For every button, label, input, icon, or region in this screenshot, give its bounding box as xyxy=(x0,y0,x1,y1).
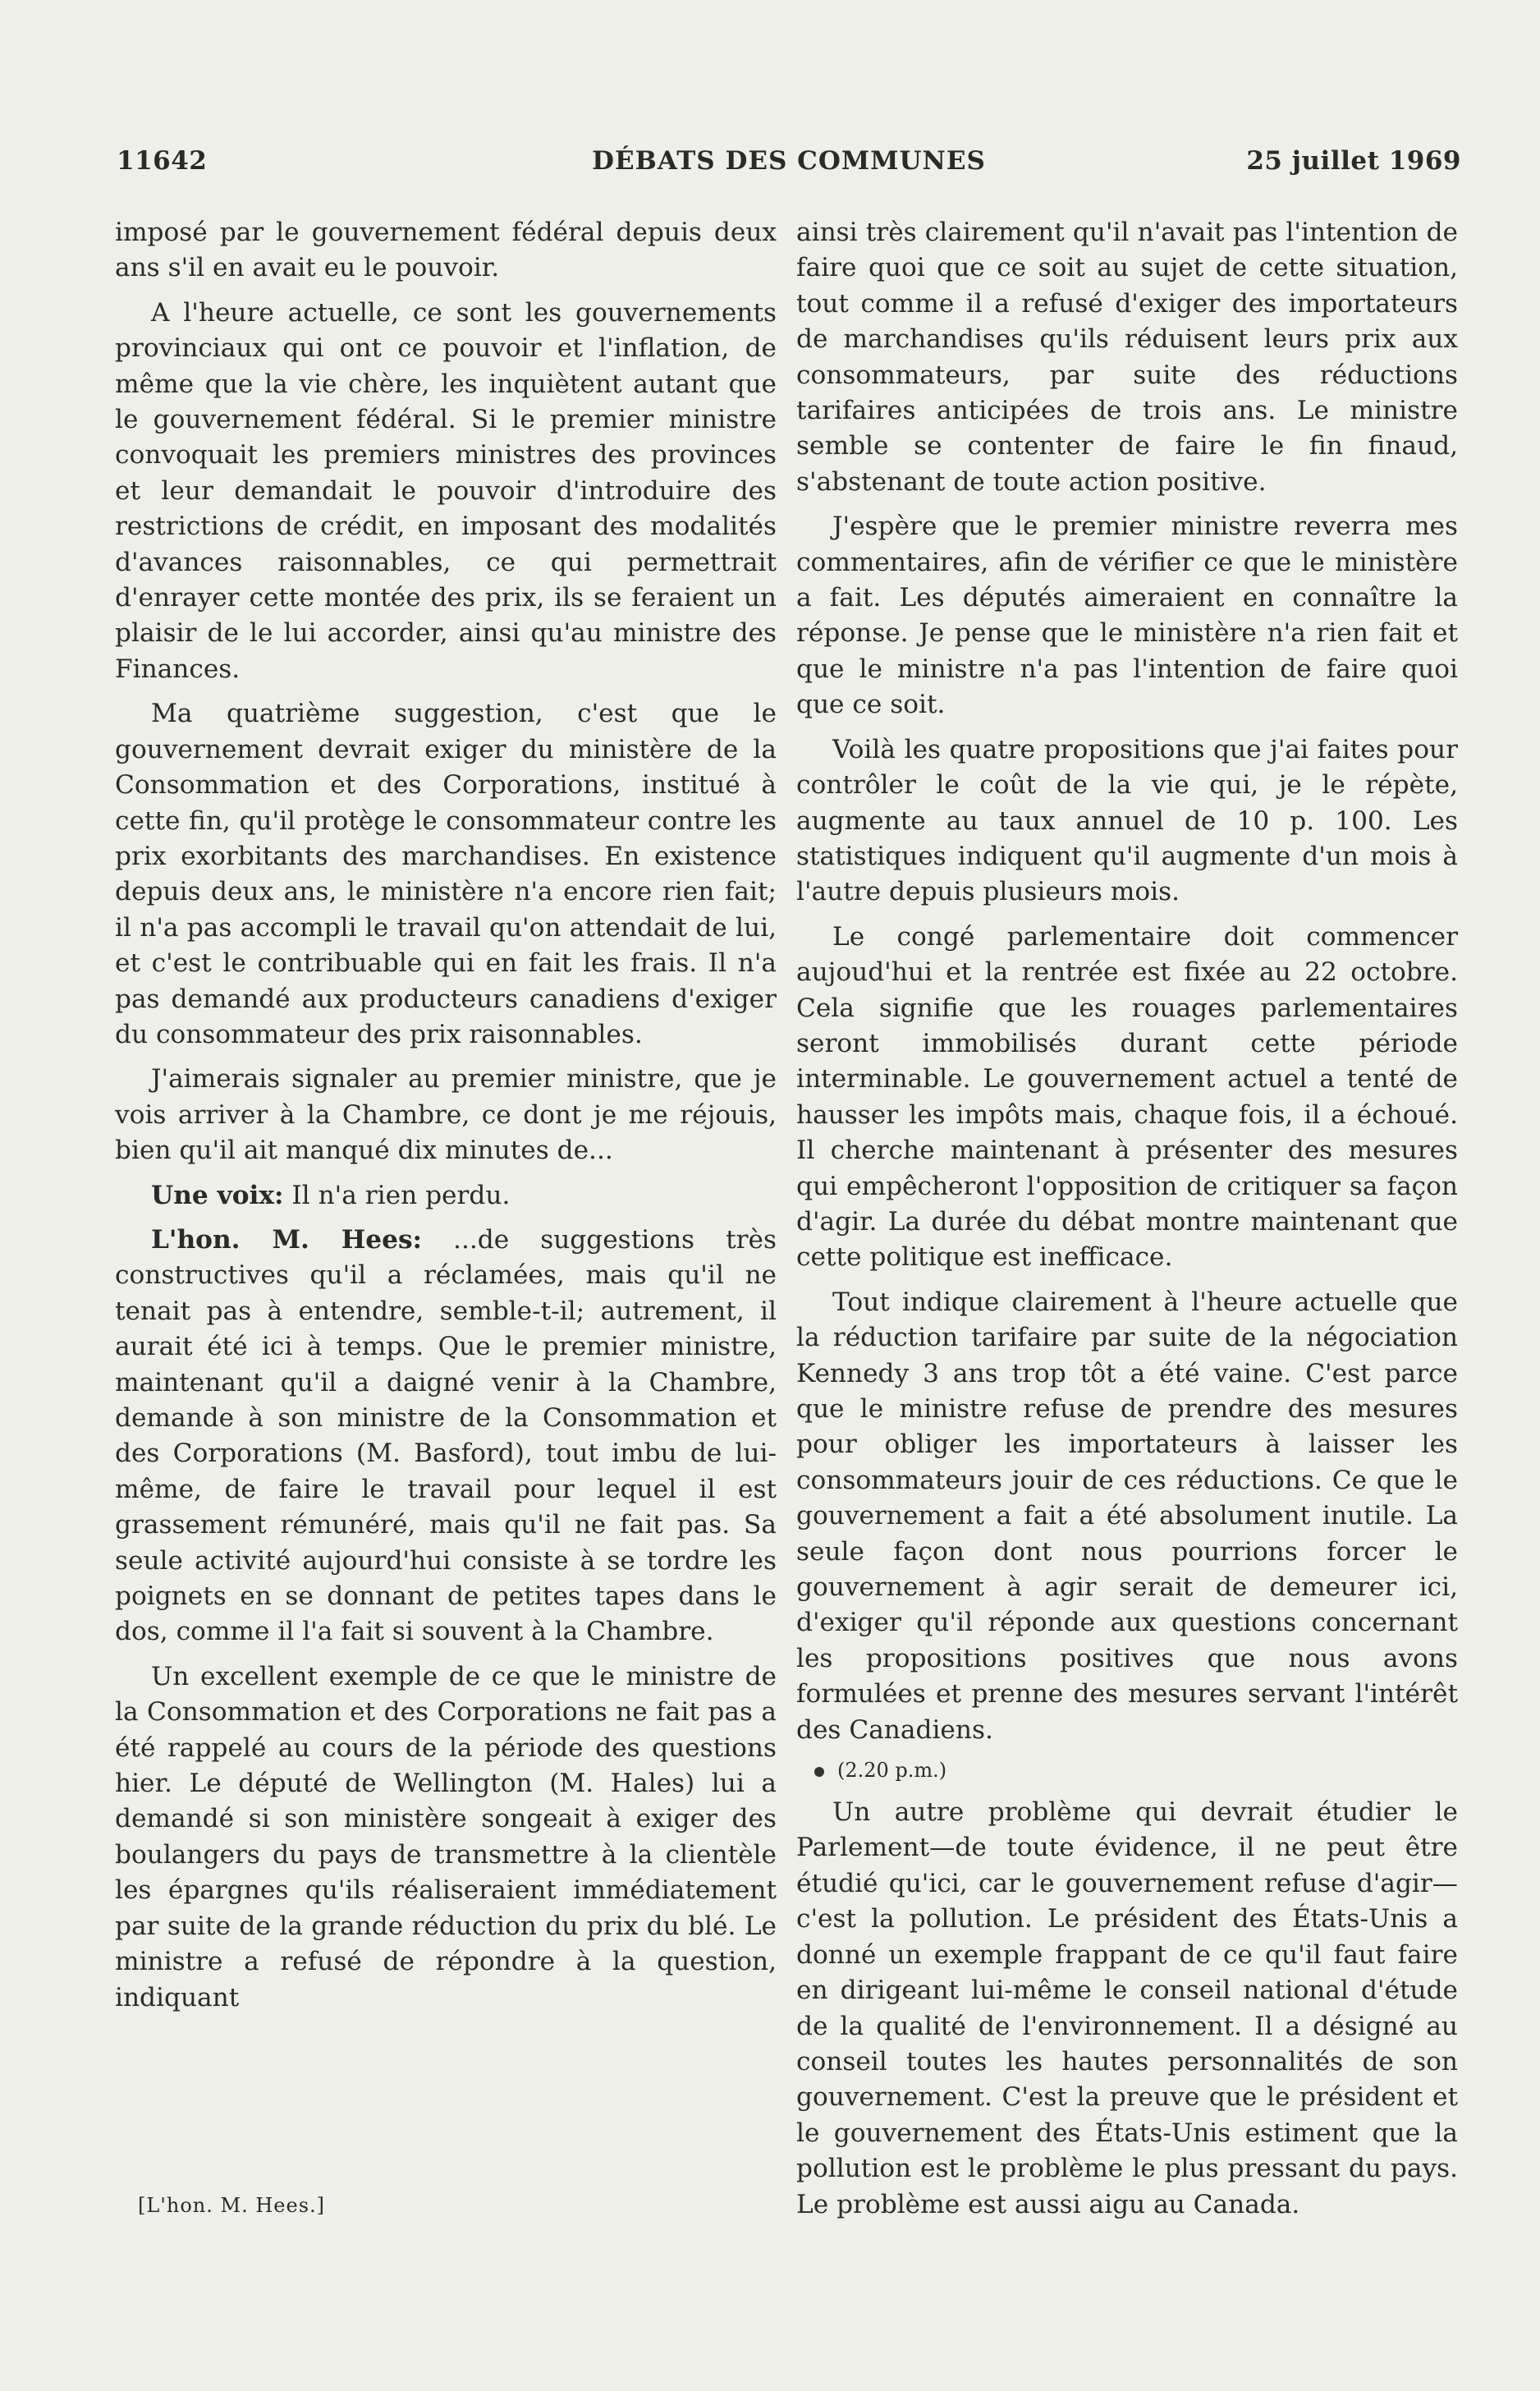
speech-text: Il n'a rien perdu. xyxy=(283,1180,511,1210)
speaker-name: Une voix: xyxy=(151,1180,284,1210)
paragraph: Un autre problème qui devrait étudier le Parlement—de toute évidence, il ne peut être étudié qu'ici, car le gouvernement refuse d'agir—c'est la pollution. Le président des États-Unis a donné un exemple frappant de ce qu'il faut faire en dirigeant lui-même le conseil national d'étude de la qualité de l'environnement. Il a désigné au conseil toutes les hautes personnalités de son gouvernement. C'est la preuve que le président et le gouvernement des États-Unis estiment que la pollution est le problème le plus pressant du pays. Le problème est aussi aigu au Canada. xyxy=(796,1797,1458,2219)
paragraph: imposé par le gouvernement fédéral depuis deux ans s'il en avait eu le pouvoir. xyxy=(115,218,777,283)
time-stamp: (2.20 p.m.) xyxy=(837,1759,947,1783)
speaker-attribution: [L'hon. M. Hees.] xyxy=(138,2194,325,2217)
paragraph: A l'heure actuelle, ce sont les gouvernements provinciaux qui ont ce pouvoir et l'inflation, de même que la vie chère, les inquiètent autant que le gouvernement fédéral. Si le premier ministre convoquait les premiers ministres des provinces et leur demandait le pouvoir d'introduire des restrictions de crédit, en imposant des modalités d'avances raisonnables, ce qui permettrait d'enrayer cette montée des prix, ils se feraient un plaisir de le lui accorder, ainsi qu'au ministre des Finances. xyxy=(115,297,777,684)
speaker-name: L'hon. M. Hees: xyxy=(151,1224,423,1255)
paragraph: ainsi très clairement qu'il n'avait pas l'intention de faire quoi que ce soit au sujet de cette situation, tout comme il a refusé d'exiger des importateurs de marchandises qu'ils réduisent leurs prix aux consommateurs, par suite des réductions tarifaires anticipées de trois ans. Le ministre semble se contenter de faire le fin finaud, s'abstenant de toute action positive. xyxy=(796,218,1458,497)
paragraph: J'aimerais signaler au premier ministre, que je vois arriver à la Chambre, ce dont je me réjouis, bien qu'il ait manqué dix minutes de... xyxy=(115,1064,777,1166)
paragraph: Le congé parlementaire doit commencer aujoud'hui et la rentrée est fixée au 22 octobre. Cela signifie que les rouages parlementaires seront immobilisés durant cette période interminable. Le gouvernement actuel a tenté de hausser les impôts mais, chaque fois, il a échoué. Il cherche maintenant à présenter des mesures qui empêcheront l'opposition de critiquer sa façon d'agir. La durée du débat montre maintenant que cette politique est inefficace. xyxy=(796,921,1458,1273)
paragraph: Tout indique clairement à l'heure actuelle que la réduction tarifaire par suite de la négociation Kennedy 3 ans trop tôt a été vaine. C'est parce que le ministre refuse de prendre des mesures pour obliger les importateurs à laisser les consommateurs jouir de ces réductions. Ce que le gouvernement a fait a été absolument inutile. La seule façon dont nous pourrions forcer le gouvernement à agir serait de demeurer ici, d'exiger qu'il réponde aux questions concernant les propositions positives que nous avons formulées et prenne des mesures servant l'intérêt des Canadiens. xyxy=(796,1287,1458,1745)
bullet-icon xyxy=(814,1767,824,1777)
paragraph: Un excellent exemple de ce que le ministre de la Consommation et des Corporations ne fait pas a été rappelé au cours de la période des questions hier. Le député de Wellington (M. Hales) lui a demandé si son ministère songeait à exiger des boulangers du pays de transmettre à la clientèle les épargnes qu'ils réaliseraient immédiatement par suite de la grande réduction du prix du blé. Le ministre a refusé de répondre à la question, indiquant xyxy=(115,1661,777,2012)
paragraph: J'espère que le premier ministre reverra mes commentaires, afin de vérifier ce que le ministère a fait. Les députés aimeraient en connaître la réponse. Je pense que le ministère n'a rien fait et que le ministre n'a pas l'intention de faire quoi que ce soit. xyxy=(796,512,1458,720)
publication-date: 25 juillet 1969 xyxy=(1246,146,1461,176)
right-column xyxy=(796,215,1458,2232)
paragraph: Voilà les quatre propositions que j'ai faites pour contrôler le coût de la vie qui, je le répète, augmente au taux annuel de 10 p. 100. Les statistiques indiquent qu'il augmente d'un mois à l'autre depuis plusieurs mois. xyxy=(796,734,1458,907)
left-column xyxy=(115,215,777,2025)
time-marker xyxy=(796,1757,1458,1783)
paragraph: Ma quatrième suggestion, c'est que le gouvernement devrait exiger du ministère de la Consommation et des Corporations, institué à cette fin, qu'il protège le consommateur contre les prix exorbitants des marchandises. En existence depuis deux ans, le ministère n'a encore rien fait; il n'a pas accompli le travail qu'on attendait de lui, et c'est le contribuable qui en fait les frais. Il n'a pas demandé aux producteurs canadiens d'exiger du consommateur des prix raisonnables. xyxy=(115,699,777,1049)
speech-text: ...de suggestions très constructives qu'il a réclamées, mais qu'il ne tenait pas à entendre, semble-t-il; autrement, il aurait été ici à temps. Que le premier ministre, maintenant qu'il a daigné venir à la Chambre, demande à son ministre de la Consommation et des Corporations (M. Basford), tout imbu de lui-même, de faire le travail pour lequel il est grassement rémunéré, mais qu'il ne fait pas. Sa seule activité aujourd'hui consiste à se tordre les poignets en se donnant de petites tapes dans le dos, comme il l'a fait si souvent à la Chambre. xyxy=(115,1224,777,1647)
speech-paragraph xyxy=(115,1178,777,1214)
page-number: 11642 xyxy=(117,146,208,176)
speech-paragraph xyxy=(115,1223,777,1650)
publication-title: DÉBATS DES COMMUNES xyxy=(592,146,986,176)
page-header xyxy=(117,146,1461,187)
